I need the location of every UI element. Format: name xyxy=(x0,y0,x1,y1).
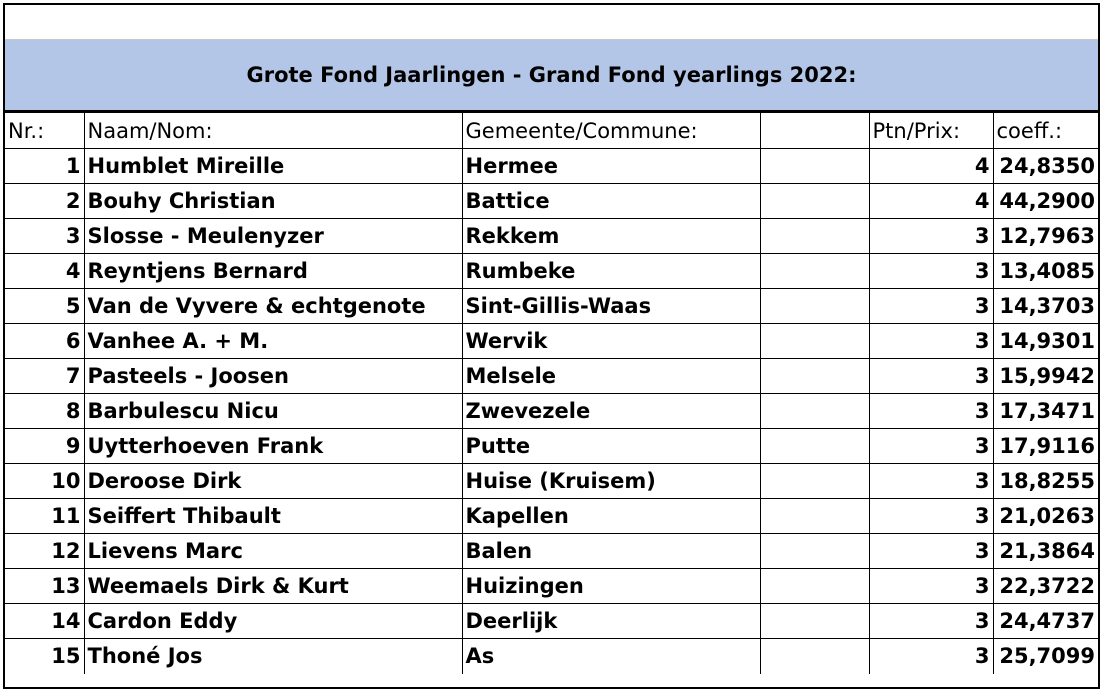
row-extra xyxy=(760,569,869,604)
row-name: Barbulescu Nicu xyxy=(84,394,462,429)
row-city: Sint-Gillis-Waas xyxy=(462,289,760,324)
row-points: 3 xyxy=(869,464,993,499)
row-coeff: 24,4737 xyxy=(993,604,1098,639)
row-city: Putte xyxy=(462,429,760,464)
row-coeff: 18,8255 xyxy=(993,464,1098,499)
row-points: 3 xyxy=(869,639,993,674)
row-city: Melsele xyxy=(462,359,760,394)
row-extra xyxy=(760,149,869,184)
row-name: Vanhee A. + M. xyxy=(84,324,462,359)
row-city: Huizingen xyxy=(462,569,760,604)
row-name: Thoné Jos xyxy=(84,639,462,674)
row-city: Wervik xyxy=(462,324,760,359)
row-extra xyxy=(760,499,869,534)
table-row xyxy=(5,534,1098,569)
row-city: Kapellen xyxy=(462,499,760,534)
table-row xyxy=(5,289,1098,324)
row-points: 3 xyxy=(869,534,993,569)
row-points: 4 xyxy=(869,184,993,219)
row-city: Huise (Kruisem) xyxy=(462,464,760,499)
blank-row xyxy=(5,5,1098,40)
row-nr: 1 xyxy=(5,149,84,184)
table-row xyxy=(5,464,1098,499)
header-row xyxy=(5,113,1098,149)
row-nr: 4 xyxy=(5,254,84,289)
row-nr: 10 xyxy=(5,464,84,499)
table-row xyxy=(5,394,1098,429)
table-row xyxy=(5,569,1098,604)
row-points: 3 xyxy=(869,604,993,639)
row-name: Deroose Dirk xyxy=(84,464,462,499)
row-extra xyxy=(760,394,869,429)
table-row xyxy=(5,639,1098,674)
row-coeff: 21,3864 xyxy=(993,534,1098,569)
results-sheet xyxy=(3,3,1100,689)
row-city: Balen xyxy=(462,534,760,569)
row-extra xyxy=(760,464,869,499)
results-table xyxy=(5,112,1098,674)
row-nr: 12 xyxy=(5,534,84,569)
row-nr: 15 xyxy=(5,639,84,674)
row-extra xyxy=(760,534,869,569)
row-points: 3 xyxy=(869,569,993,604)
row-coeff: 15,9942 xyxy=(993,359,1098,394)
row-coeff: 13,4085 xyxy=(993,254,1098,289)
row-points: 3 xyxy=(869,359,993,394)
row-nr: 5 xyxy=(5,289,84,324)
row-name: Van de Vyvere & echtgenote xyxy=(84,289,462,324)
table-row xyxy=(5,604,1098,639)
row-extra xyxy=(760,254,869,289)
row-nr: 13 xyxy=(5,569,84,604)
row-name: Uytterhoeven Frank xyxy=(84,429,462,464)
row-city: Rekkem xyxy=(462,219,760,254)
row-city: Rumbeke xyxy=(462,254,760,289)
row-nr: 11 xyxy=(5,499,84,534)
row-name: Humblet Mireille xyxy=(84,149,462,184)
table-row xyxy=(5,359,1098,394)
row-points: 3 xyxy=(869,254,993,289)
row-extra xyxy=(760,184,869,219)
table-row xyxy=(5,499,1098,534)
table-row xyxy=(5,219,1098,254)
row-extra xyxy=(760,289,869,324)
row-nr: 8 xyxy=(5,394,84,429)
row-points: 3 xyxy=(869,429,993,464)
row-city: Battice xyxy=(462,184,760,219)
row-name: Weemaels Dirk & Kurt xyxy=(84,569,462,604)
row-coeff: 17,9116 xyxy=(993,429,1098,464)
header-city: Gemeente/Commune: xyxy=(462,113,760,149)
row-city: Hermee xyxy=(462,149,760,184)
row-name: Pasteels - Joosen xyxy=(84,359,462,394)
row-extra xyxy=(760,639,869,674)
row-coeff: 12,7963 xyxy=(993,219,1098,254)
header-points: Ptn/Prix: xyxy=(869,113,993,149)
table-row xyxy=(5,184,1098,219)
row-nr: 2 xyxy=(5,184,84,219)
row-coeff: 14,9301 xyxy=(993,324,1098,359)
row-points: 3 xyxy=(869,499,993,534)
header-nr: Nr.: xyxy=(5,113,84,149)
row-coeff: 17,3471 xyxy=(993,394,1098,429)
header-extra xyxy=(760,113,869,149)
row-coeff: 21,0263 xyxy=(993,499,1098,534)
row-nr: 9 xyxy=(5,429,84,464)
row-name: Cardon Eddy xyxy=(84,604,462,639)
row-points: 3 xyxy=(869,324,993,359)
row-city: Deerlijk xyxy=(462,604,760,639)
row-city: Zwevezele xyxy=(462,394,760,429)
row-name: Reyntjens Bernard xyxy=(84,254,462,289)
row-nr: 7 xyxy=(5,359,84,394)
row-name: Lievens Marc xyxy=(84,534,462,569)
table-row xyxy=(5,429,1098,464)
table-row xyxy=(5,149,1098,184)
row-extra xyxy=(760,359,869,394)
row-name: Seiffert Thibault xyxy=(84,499,462,534)
row-coeff: 14,3703 xyxy=(993,289,1098,324)
row-nr: 14 xyxy=(5,604,84,639)
row-points: 3 xyxy=(869,394,993,429)
row-coeff: 22,3722 xyxy=(993,569,1098,604)
row-coeff: 44,2900 xyxy=(993,184,1098,219)
sheet-title: Grote Fond Jaarlingen - Grand Fond yearlings 2022: xyxy=(5,40,1098,112)
table-row xyxy=(5,324,1098,359)
row-extra xyxy=(760,604,869,639)
row-nr: 6 xyxy=(5,324,84,359)
header-name: Naam/Nom: xyxy=(84,113,462,149)
row-city: As xyxy=(462,639,760,674)
row-points: 3 xyxy=(869,219,993,254)
header-coeff: coeff.: xyxy=(993,113,1098,149)
table-row xyxy=(5,254,1098,289)
row-points: 3 xyxy=(869,289,993,324)
row-extra xyxy=(760,324,869,359)
row-coeff: 25,7099 xyxy=(993,639,1098,674)
row-name: Bouhy Christian xyxy=(84,184,462,219)
row-points: 4 xyxy=(869,149,993,184)
row-extra xyxy=(760,429,869,464)
row-coeff: 24,8350 xyxy=(993,149,1098,184)
row-nr: 3 xyxy=(5,219,84,254)
row-name: Slosse - Meulenyzer xyxy=(84,219,462,254)
row-extra xyxy=(760,219,869,254)
